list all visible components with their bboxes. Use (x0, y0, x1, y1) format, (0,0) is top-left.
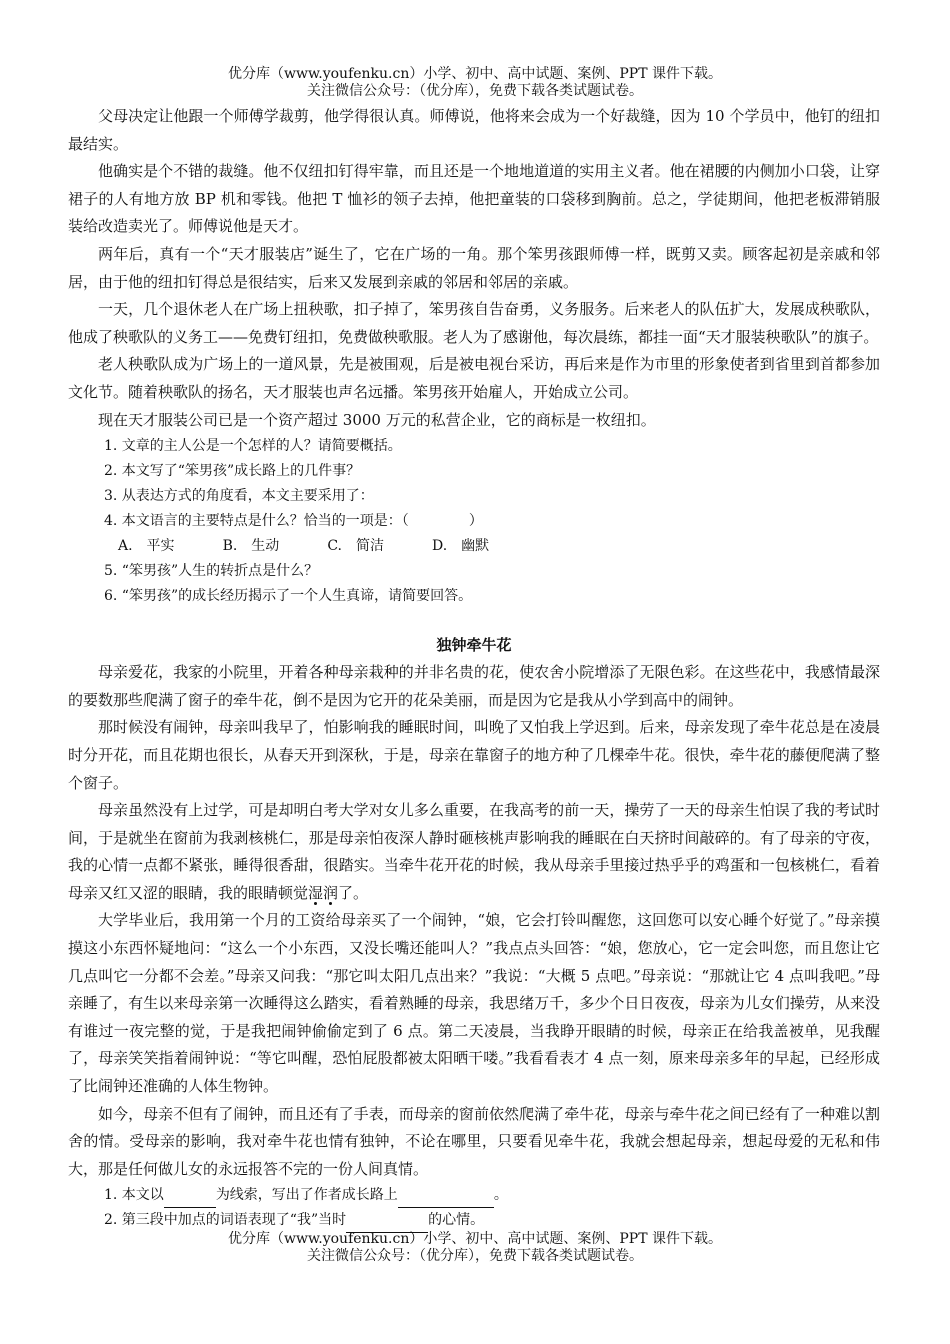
q1-part-b: 为线索，写出了作者成长路上 (215, 1187, 398, 1204)
question-2: 2. 本文写了“笨男孩”成长路上的几件事？ (104, 463, 361, 480)
article-content (68, 103, 880, 1233)
passage2-question-2 (68, 1208, 880, 1233)
footer-line-1: 优分库（www.youfenku.cn）小学、初中、高中试题、案例、PPT 课件下载。 (227, 1231, 722, 1247)
option-a: A. 平实 (118, 538, 175, 555)
question-4 (68, 509, 880, 534)
passage2-question-1 (68, 1183, 880, 1208)
q1-part-c: 。 (493, 1187, 508, 1204)
q1-blank-2 (398, 1189, 494, 1208)
passage1-paragraph-5: 老人秧歌队成为广场上的一道风景，先是被围观，后是被电视台采访，再后来是作为市里的形象使者到省里到首都参加文化节。随着秧歌队的扬名，天才服装也声名远播。笨男孩开始雇人，开始成立公司。 (68, 355, 880, 401)
q1-blank-1 (164, 1189, 216, 1208)
page-footer (0, 1231, 950, 1265)
footer-line-2: 关注微信公众号：（优分库），免费下载各类试题试卷。 (307, 1248, 643, 1264)
question-1: 1. 文章的主人公是一个怎样的人？请简要概括。 (104, 438, 402, 455)
header-line-2: 关注微信公众号：（优分库），免费下载各类试题试卷。 (307, 83, 643, 99)
question-3: 3. 从表达方式的角度看，本文主要采用了： (104, 488, 374, 505)
question-5: 5. “笨男孩”人生的转折点是什么？ (104, 563, 319, 580)
passage2-paragraph-4: 大学毕业后，我用第一个月的工资给母亲买了一个闹钟，“娘，它会打铃叫醒您，这回您可以安心睡个好觉了。”母亲摸摸这小东西怀疑地问：“这么一个小东西，又没长嘴还能叫人？”我点点头回答：“娘，您放心，它一定会叫您，而且您让它几点叫它一分都不会差。”母亲又问我：“那它叫太阳几点出来？”我说：“大概 5 点吧。”母亲说：“那就让它 4 点叫我吧。”母亲睡了，有生以来母亲第一次睡得这么踏实，看着熟睡的母亲，我思绪万千，多少个日日夜夜，母亲为儿女们操劳，从来没有谁过一夜完整的觉，于是我把闹钟偷偷定到了 6 点。第二天凌晨，当我睁开眼睛的时候，母亲正在给我盖被单，见我醒了，母亲笑笑指着闹钟说：“等它叫醒，恐怕屁股都被太阳晒干喽。”我看看表才 4 点一刻，原来母亲多年的早起，已经形成了比闹钟还准确的人体生物钟。 (68, 911, 880, 1096)
p3-end: 了。 (338, 883, 369, 902)
q2-part-a: 2. 第三段中加点的词语表现了“我”当时 (104, 1212, 347, 1229)
option-c: C. 简洁 (327, 538, 384, 555)
passage2-paragraph-5: 如今，母亲不但有了闹钟，而且还有了手表，而母亲的窗前依然爬满了牵牛花，母亲与牵牛花之间已经有了一种难以割舍的情。受母亲的影响，我对牵牛花也情有独钟，不论在哪里，只要看见牵牛花，我就会想起母亲，想起母爱的无私和伟大，那是任何做儿女的永远报答不完的一份人间真情。 (68, 1104, 880, 1178)
passage1-paragraph-3: 两年后，真有一个“天才服装店”诞生了，它在广场的一角。那个笨男孩跟师傅一样，既剪又卖。顾客起初是亲戚和邻居，由于他的纽扣钉得总是很结实，后来又发展到亲戚的邻居和邻居的亲戚。 (68, 244, 880, 291)
question-4-text: 4. 本文语言的主要特点是什么？恰当的一项是：（ (104, 513, 409, 530)
passage2-paragraph-1: 母亲爱花，我家的小院里，开着各种母亲栽种的并非名贵的花，使农舍小院增添了无限色彩。在这些花中，我感情最深的要数那些爬满了窗子的牵牛花，倒不是因为它开的花朵美丽，而是因为它是我从小学到高中的闹钟。 (68, 663, 880, 709)
dotted-char-2: 润 (323, 883, 339, 902)
passage2-paragraph-3 (68, 797, 880, 907)
passage1-paragraph-2: 他确实是个不错的裁缝。他不仅纽扣钉得牢靠，而且还是一个地地道道的实用主义者。他在裙腰的内侧加小口袋，让穿裙子的人有地方放 BP 机和零钱。他把 T 恤衫的领子去掉，他把童装的口袋移到胸前。总之，学徒期间，他把老板滞销服装给改造卖光了。师傅说他是天才。 (68, 162, 880, 236)
question-4-close: ） (468, 513, 483, 530)
page-header (0, 66, 950, 100)
p3-text: 母亲虽然没有上过学，可是却明白考大学对女儿多么重要，在我高考的前一天，操劳了一天的母亲生怕误了我的考试时间，于是就坐在窗前为我剥核桃仁，那是母亲怕夜深人静时砸核桃声影响我的睡眠在白天挤时间敲碎的。有了母亲的守夜，我的心情一点都不紧张，睡得很香甜，很踏实。当牵牛花开花的时候，我从母亲手里接过热乎乎的鸡蛋和一包核桃仁，看着母亲又红又涩的眼睛，我的眼睛顿觉 (68, 801, 880, 902)
option-d: D. 幽默 (431, 538, 490, 555)
q2-part-b: 的心情。 (428, 1212, 485, 1229)
passage1-paragraph-4: 一天，几个退休老人在广场上扭秧歌，扣子掉了，笨男孩自告奋勇，义务服务。后来老人的队伍扩大，发展成秧歌队，他成了秧歌队的义务工——免费钉纽扣，免费做秧歌服。老人为了感谢他，每次晨练，都挂一面“天才服装秧歌队”的旗子。 (68, 300, 880, 346)
q1-part-a: 1. 本文以 (104, 1187, 164, 1204)
header-line-1: 优分库（www.youfenku.cn）小学、初中、高中试题、案例、PPT 课件下载。 (227, 66, 722, 82)
passage1-paragraph-1: 父母决定让他跟一个师傅学裁剪，他学得很认真。师傅说，他将来会成为一个好裁缝，因为 10 个学员中，他钉的纽扣最结实。 (68, 107, 880, 153)
dotted-char-1: 湿 (308, 883, 324, 902)
passage2-title: 独钟牵牛花 (436, 636, 512, 655)
passage2-paragraph-2: 那时候没有闹钟，母亲叫我早了，怕影响我的睡眠时间，叫晚了又怕我上学迟到。后来，母亲发现了牵牛花总是在凌晨时分开花，而且花期也很长，从春天开到深秋，于是，母亲在靠窗子的地方种了几棵牵牛花。很快，牵牛花的藤便爬满了整个窗子。 (68, 718, 880, 792)
option-b: B. 生动 (222, 538, 280, 555)
passage1-paragraph-6: 现在天才服装公司已是一个资产超过 3000 万元的私营企业，它的商标是一枚纽扣。 (98, 410, 656, 429)
question-4-options (68, 534, 880, 559)
question-6: 6. “笨男孩”的成长经历揭示了一个人生真谛，请简要回答。 (104, 588, 473, 605)
